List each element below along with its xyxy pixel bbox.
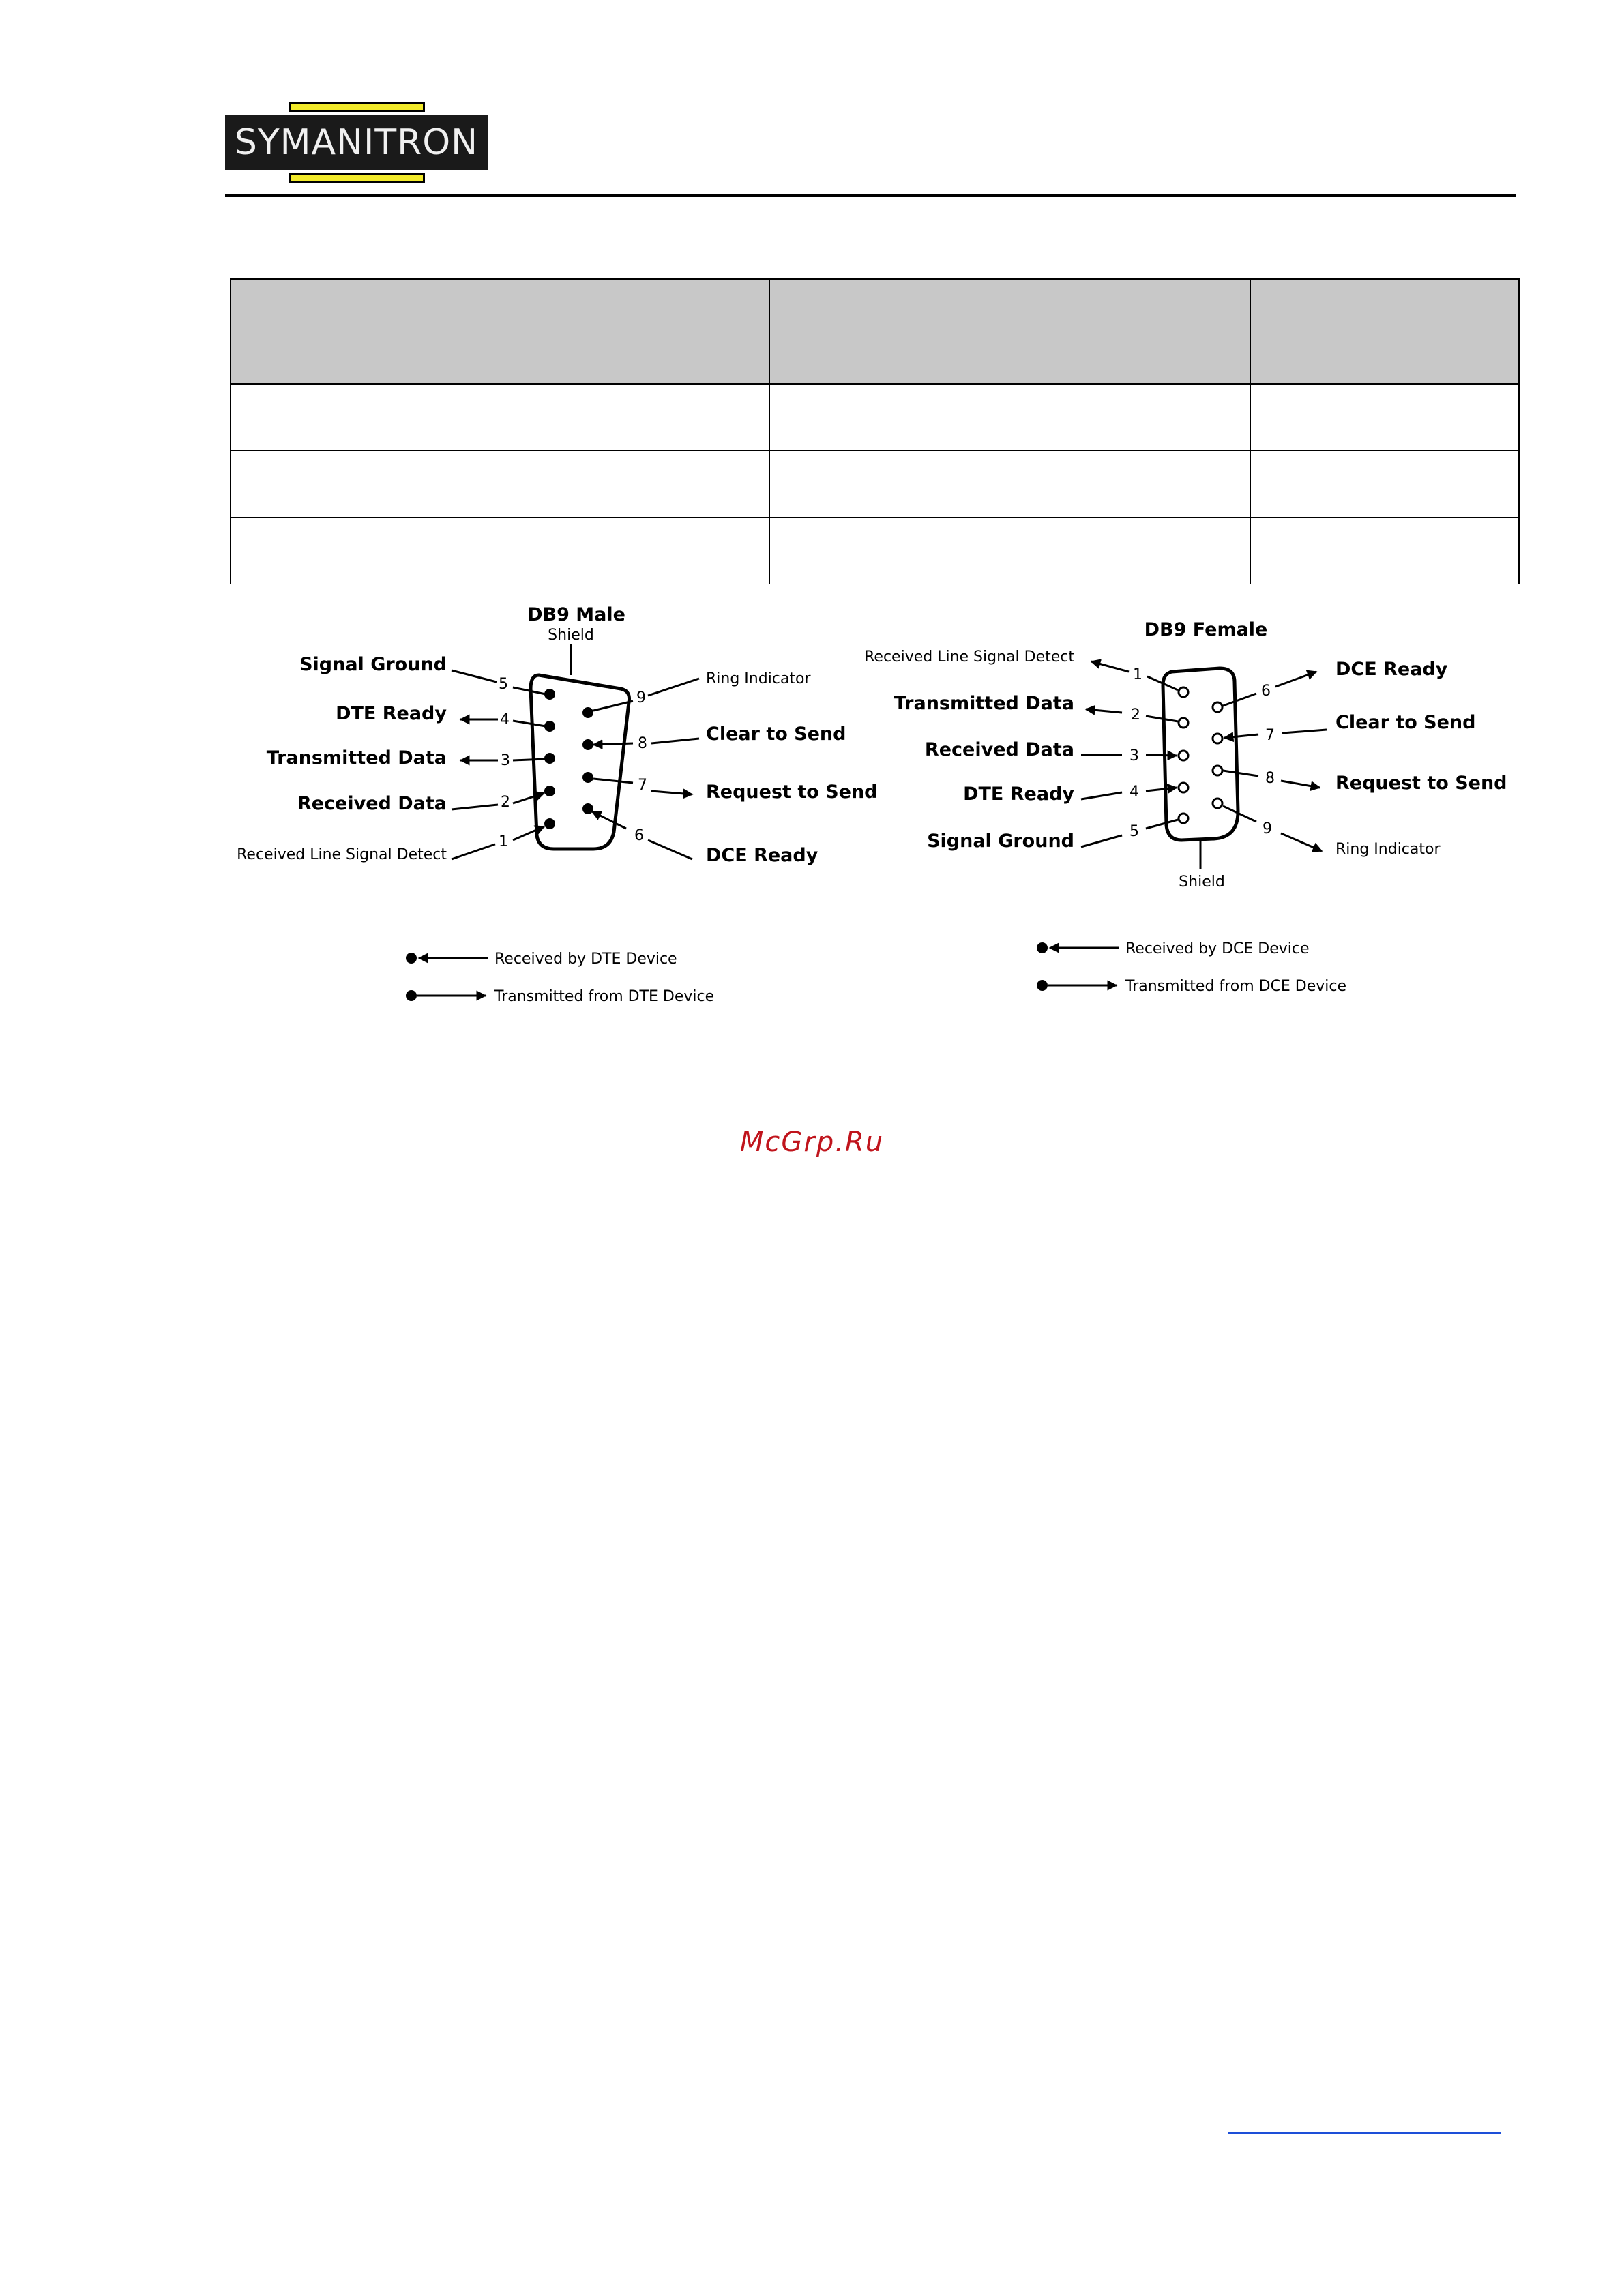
female-shield-label: Shield (1179, 874, 1225, 891)
db9-female-connector (864, 619, 1507, 995)
table-cell (1250, 384, 1519, 451)
female-legend-transmitted: Transmitted from DCE Device (1125, 978, 1347, 995)
female-label-signal-ground: Signal Ground (927, 831, 1074, 852)
table-header-row (231, 279, 1519, 384)
pin-number: 1 (499, 833, 508, 850)
pin-number: 4 (500, 711, 510, 728)
table-cell (231, 451, 769, 518)
pin-number: 3 (501, 752, 510, 769)
pin-number: 1 (1133, 666, 1142, 683)
male-label-dce-ready: DCE Ready (706, 845, 818, 866)
watermark: McGrp.Ru (739, 1127, 885, 1158)
male-label-clear-to-send: Clear to Send (706, 724, 846, 745)
male-lead-5 (452, 670, 497, 682)
female-lead-1 (1091, 661, 1129, 672)
female-lead-7 (1224, 734, 1258, 738)
table-cell (1250, 451, 1519, 518)
male-lead-1 (452, 844, 495, 859)
female-legend-received: Received by DCE Device (1125, 940, 1310, 957)
table-row (231, 451, 1519, 518)
female-lead-5 (1081, 835, 1122, 847)
table-header-cell (231, 279, 769, 384)
legend-dot (1037, 942, 1048, 953)
db9-pinout-diagram (0, 586, 1624, 1077)
male-lead-8 (593, 743, 633, 745)
female-label-request-to-send: Request to Send (1335, 773, 1507, 794)
logo-text: SYMANITRON (234, 122, 479, 163)
male-lead-6 (592, 811, 626, 829)
female-lead-4 (1081, 792, 1122, 799)
pin-number: 6 (1261, 683, 1271, 700)
pin-number: 8 (638, 735, 647, 752)
female-label-transmitted-data: Transmitted Data (894, 693, 1074, 714)
male-label-transmitted-data: Transmitted Data (266, 747, 447, 769)
header-rule (225, 194, 1516, 197)
female-lead-8 (1223, 771, 1258, 776)
male-title: DB9 Male (527, 604, 625, 625)
male-label-request-to-send: Request to Send (706, 781, 878, 803)
db9-male-connector (237, 604, 877, 1005)
male-legend-transmitted: Transmitted from DTE Device (494, 988, 715, 1005)
table-header-cell (769, 279, 1250, 384)
female-label-dce-ready: DCE Ready (1335, 659, 1448, 680)
male-label-ring-indicator: Ring Indicator (706, 670, 811, 687)
male-shield-label: Shield (548, 627, 594, 644)
male-pins (544, 689, 593, 829)
pin-number: 9 (636, 689, 646, 706)
footer-link-underline[interactable] (1228, 2132, 1501, 2134)
female-label-ring-indicator: Ring Indicator (1335, 841, 1441, 858)
pin-number: 8 (1265, 770, 1275, 787)
table-cell (769, 451, 1250, 518)
female-label-dte-ready: DTE Ready (963, 784, 1074, 805)
female-label-clear-to-send: Clear to Send (1335, 712, 1476, 733)
legend-dot (406, 953, 417, 964)
female-pins (1179, 687, 1222, 823)
pin-number: 5 (499, 676, 508, 693)
male-label-signal-ground: Signal Ground (299, 654, 447, 675)
table-cell (769, 518, 1250, 584)
pin-number: 7 (638, 777, 647, 794)
table-row (231, 384, 1519, 451)
pin-number: 7 (1265, 727, 1275, 744)
table-header-cell (1250, 279, 1519, 384)
pin-number: 6 (634, 827, 644, 844)
female-title: DB9 Female (1144, 619, 1268, 640)
male-legend-received: Received by DTE Device (494, 951, 677, 968)
spec-table (230, 278, 1520, 584)
pin-number: 2 (501, 794, 510, 811)
pin-number: 3 (1130, 747, 1139, 764)
legend-dot (1037, 980, 1048, 991)
female-lead-2 (1086, 709, 1122, 713)
pin-number: 5 (1130, 823, 1139, 840)
legend-dot (406, 990, 417, 1001)
male-lead-2 (452, 805, 498, 809)
male-lead-7 (593, 779, 633, 783)
table-cell (231, 384, 769, 451)
table-cell (231, 518, 769, 584)
pin-number: 2 (1131, 706, 1140, 724)
female-label-received-data: Received Data (924, 739, 1074, 760)
female-label-rlsd: Received Line Signal Detect (864, 648, 1074, 666)
male-label-received-data: Received Data (297, 793, 447, 814)
female-shell (1163, 668, 1238, 840)
table-cell (1250, 518, 1519, 584)
female-lead-6 (1223, 694, 1256, 706)
female-lead-9 (1223, 806, 1256, 822)
male-label-rlsd: Received Line Signal Detect (237, 846, 447, 863)
table-row (231, 518, 1519, 584)
pin-number: 4 (1130, 784, 1139, 801)
pin-number: 9 (1263, 820, 1272, 837)
company-logo (225, 102, 488, 184)
male-label-dte-ready: DTE Ready (336, 703, 447, 724)
table-cell (769, 384, 1250, 451)
